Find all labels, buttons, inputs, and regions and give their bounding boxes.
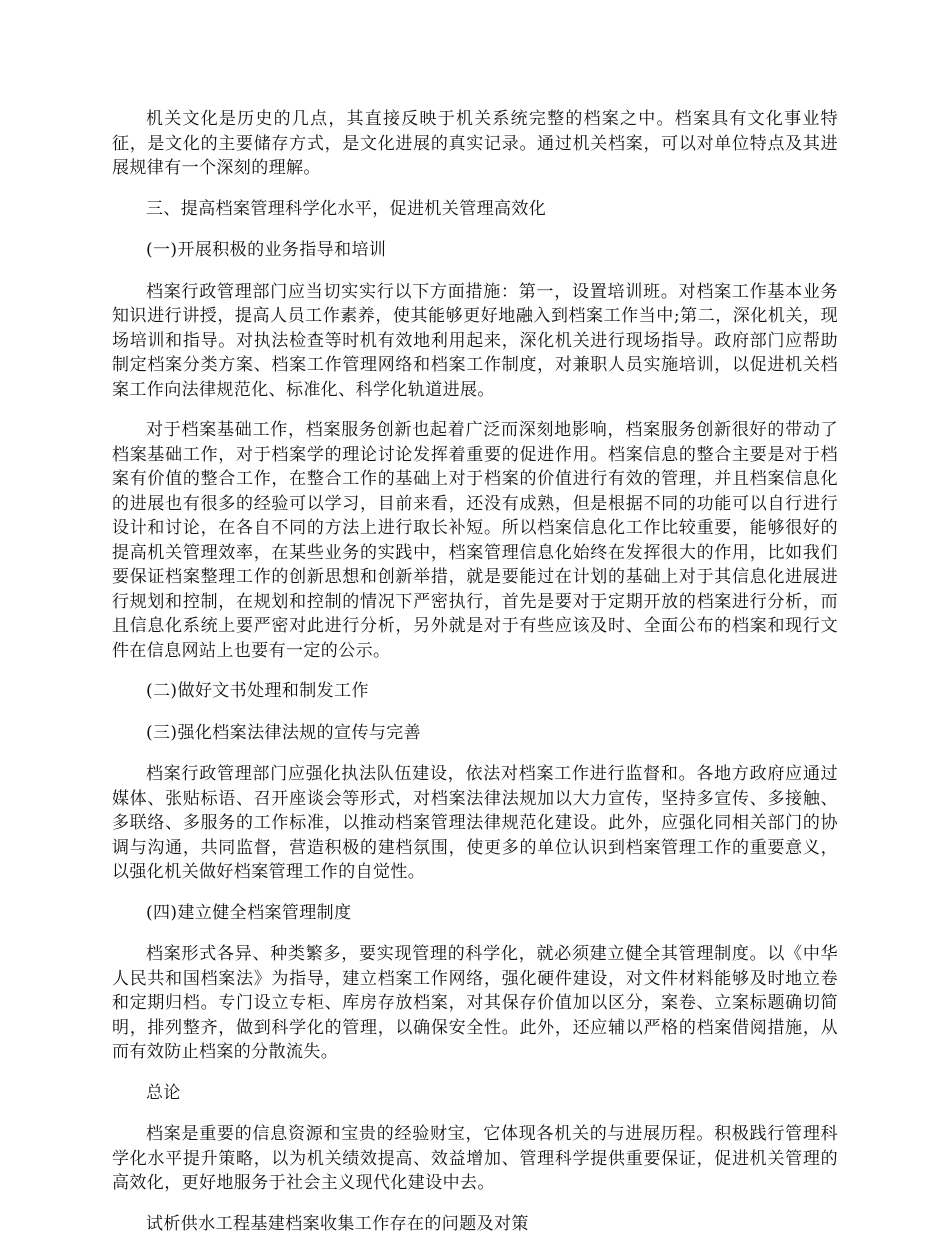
paragraph-conclusion: 档案是重要的信息资源和宝贵的经验财宝，它体现各机关的与进展历程。积极践行管理科学化水平提升策略，以为机关绩效提高、效益增加、管理科学提供重要保证，促进机关管理的高效化，更好地服务于社会主义现代化建设中去。 <box>112 1124 838 1193</box>
paragraph-informatization: 对于档案基础工作，档案服务创新也起着广泛而深刻地影响，档案服务创新很好的带动了档案基础工作，对于档案学的理论讨论发挥着重要的促进作用。档案信息的整合主要是对于档案有价值的整合工作，在整合工作的基础上对于档案的价值进行有效的管理，并且档案信息化的进展也有很多的经验可以学习，目前来看，还没有成熟，但是根据不同的功能可以自行进行设计和讨论，在各自不同的方法上进行取长补短。所以档案信息化工作比较重要，能够很好的提高机关管理效率，在某些业务的实践中，档案管理信息化始终在发挥很大的作用，比如我们要保证档案整理工作的创新思想和创新举措，就是要能过在计划的基础上对于其信息化进展进行规划和控制，在规划和控制的情况下严密执行，首先是要对于定期开放的档案进行分析，而且信息化系统上要严密对此进行分析，另外就是对于有些应该及时、全面公布的档案和现行文件在信息网站上也要有一定的公示。 <box>112 420 838 661</box>
subheading-1: (一)开展积极的业务指导和培训 <box>146 240 387 260</box>
subheading-4: (四)建立健全档案管理制度 <box>146 902 352 923</box>
document-body <box>112 107 838 1253</box>
conclusion-heading: 总论 <box>146 1082 181 1103</box>
next-article-title: 试析供水工程基建档案收集工作存在的问题及对策 <box>146 1213 529 1234</box>
section-heading-3: 三、提高档案管理科学化水平，促进机关管理高效化 <box>146 198 547 219</box>
paragraph-management-system: 档案形式各异、种类繁多，要实现管理的科学化，就必须建立健全其管理制度。以《中华人民共和国档案法》为指导，建立档案工作网络，强化硬件建设，对文件材料能够及时地立卷和定期归档。专门设立专柜、库房存放档案，对其保存价值加以区分，案卷、立案标题确切简明，排列整齐，做到科学化的管理，以确保安全性。此外，还应辅以严格的档案借阅措施，从而有效防止档案的分散流失。 <box>112 944 838 1062</box>
paragraph-training: 档案行政管理部门应当切实实行以下方面措施：第一，设置培训班。对档案工作基本业务知识进行讲授，提高人员工作素养，使其能够更好地融入到档案工作当中;第二，深化机关，现场培训和指导。对执法检查等时机有效地利用起来，深化机关进行现场指导。政府部门应帮助制定档案分类方案、档案工作管理网络和档案工作制度，对兼职人员实施培训，以促进机关档案工作向法律规范化、标准化、科学化轨道进展。 <box>112 281 838 400</box>
subheading-2: (二)做好文书处理和制发工作 <box>146 681 369 701</box>
paragraph-archive-culture: 机关文化是历史的几点，其直接反映于机关系统完整的档案之中。档案具有文化事业特征，是文化的主要储存方式，是文化进展的真实记录。通过机关档案，可以对单位特点及其进展规律有一个深刻的理解。 <box>112 109 838 178</box>
subheading-3: (三)强化档案法律法规的宣传与完善 <box>146 722 422 743</box>
paragraph-legal-promotion: 档案行政管理部门应强化执法队伍建设，依法对档案工作进行监督和。各地方政府应通过媒体、张贴标语、召开座谈会等形式，对档案法律法规加以大力宣传，坚持多宣传、多接触、多联络、多服务的工作标准，以推动档案管理法律规范化建设。此外，应强化同相关部门的协调与沟通，共同监督，营造积极的建档氛围，使更多的单位认识到档案管理工作的重要意义，以强化机关做好档案管理工作的自觉性。 <box>112 764 838 882</box>
